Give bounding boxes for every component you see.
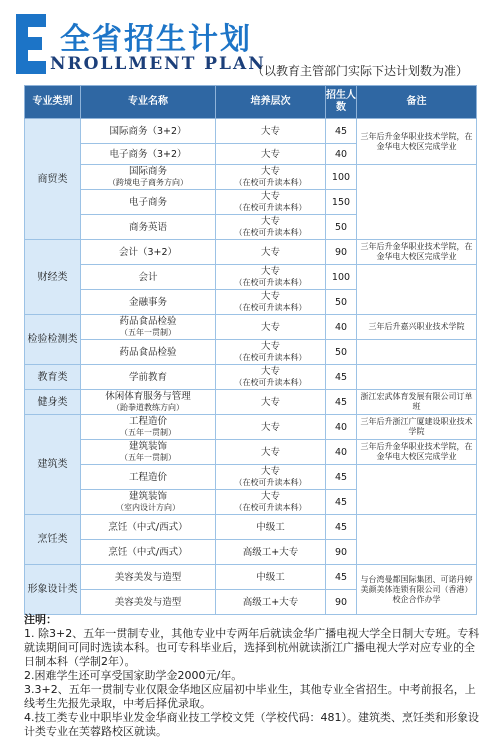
remark-cell: 三年后升嘉兴职业技术学院 [357,315,477,340]
count-cell: 45 [326,390,357,415]
remark-cell: 三年后升金华职业技术学院，在金华电大校区完成学业 [357,240,477,265]
remark-cell: 三年后升金华职业技术学院，在金华电大校区完成学业 [357,119,477,165]
col-header-count: 招生人数 [326,86,357,119]
count-cell: 45 [326,119,357,144]
major-cell: 会计（3+2） [81,240,216,265]
table-row [25,240,477,265]
major-cell: 药品食品检验 [81,340,216,365]
level-cell: 大专 [216,144,326,165]
major-cell: 工程造价 （五年一贯制） [81,415,216,440]
note-item-2: 2.困难学生还可享受国家助学金2000元/年。 [24,669,243,682]
table-row [25,265,477,290]
remark-cell: 三年后升浙江广厦建设职业技术学院 [357,415,477,440]
col-header-level: 培养层次 [216,86,326,119]
level-cell: 大专 [216,440,326,465]
table-header-row [25,86,477,119]
enrollment-table [24,85,476,615]
count-cell: 45 [326,465,357,490]
table-row [25,440,477,465]
major-cell: 商务英语 [81,215,216,240]
count-cell: 40 [326,440,357,465]
count-cell: 40 [326,315,357,340]
note-item-3: 3.3+2、五年一贯制专业仅限金华地区应届初中毕业生，其他专业全省招生。中考前报名，上线考生先报先录取，中考后择优录取。 [24,683,476,710]
category-cell: 检验检测类 [25,315,81,365]
level-cell: 大专 （在校可升读本科） [216,465,326,490]
major-cell: 美容美发与造型 [81,565,216,590]
level-cell: 大专 （在校可升读本科） [216,490,326,515]
logo-letter-e [16,14,46,74]
major-cell: 建筑装饰 （五年一贯制） [81,440,216,465]
count-cell: 45 [326,365,357,390]
category-cell: 财经类 [25,240,81,315]
table-row [25,340,477,365]
count-cell: 50 [326,340,357,365]
level-cell: 中级工 [216,515,326,540]
category-cell: 形象设计类 [25,565,81,615]
count-cell: 50 [326,290,357,315]
major-cell: 会计 [81,265,216,290]
category-cell: 健身类 [25,390,81,415]
major-cell: 烹饪（中式/西式） [81,515,216,540]
count-cell: 40 [326,144,357,165]
major-cell: 电子商务（3+2） [81,144,216,165]
note-item-1: 1. 除3+2、五年一贯制专业，其他专业中专两年后就读金华广播电视大学全日制大专班。专科就读期间可同时选读本科。也可专科毕业后，选择到杭州就读浙江广播电视大学对应专业的全日制本科（学制2年）。 [24,627,480,668]
table-row [25,515,477,540]
count-cell: 90 [326,590,357,615]
remark-cell [357,265,477,315]
count-cell: 150 [326,190,357,215]
count-cell: 50 [326,215,357,240]
level-cell: 大专 [216,315,326,340]
notes-section [24,613,484,739]
remark-cell [357,165,477,240]
remark-cell: 与台湾曼都国际集团、可诺丹婷美颜美体连锁有限公司（香港）校企合作办学 [357,565,477,615]
major-cell: 国际商务（3+2） [81,119,216,144]
table-row [25,565,477,590]
remark-cell: 三年后升金华职业技术学院，在金华电大校区完成学业 [357,440,477,465]
major-cell: 美容美发与造型 [81,590,216,615]
count-cell: 40 [326,415,357,440]
category-cell: 烹饪类 [25,515,81,565]
major-cell: 电子商务 [81,190,216,215]
table-row [25,465,477,490]
note-item-4: 4.技工类专业中职毕业发金华商业技工学校文凭（学校代码：481）。建筑类、烹饪类和形象设计类专业在芙蓉路校区就读。 [24,711,479,738]
major-cell: 国际商务 （跨境电子商务方向） [81,165,216,190]
plan-note: （以教育主管部门实际下达计划数为准） [252,64,469,78]
count-cell: 45 [326,515,357,540]
count-cell: 90 [326,540,357,565]
page-title: 全省招生计划 [60,22,252,57]
level-cell: 大专 [216,240,326,265]
col-header-major: 专业名称 [81,86,216,119]
major-cell: 休闲体育服务与管理 （跆拳道教练方向） [81,390,216,415]
page-subtitle-en: NROLLMENT PLAN [50,54,266,74]
category-cell: 教育类 [25,365,81,390]
level-cell: 中级工 [216,565,326,590]
table-row [25,165,477,190]
level-cell: 大专 （在校可升读本科） [216,290,326,315]
remark-cell [357,340,477,365]
level-cell: 大专 （在校可升读本科） [216,365,326,390]
major-cell: 药品食品检验 （五年一贯制） [81,315,216,340]
remark-cell [357,365,477,390]
count-cell: 45 [326,565,357,590]
remark-cell: 浙江宏武体育发展有限公司订单班 [357,390,477,415]
major-cell: 学前教育 [81,365,216,390]
level-cell: 大专 [216,415,326,440]
category-cell: 商贸类 [25,119,81,240]
table-row [25,119,477,144]
col-header-remark: 备注 [357,86,477,119]
category-cell: 建筑类 [25,415,81,515]
level-cell: 大专 [216,390,326,415]
col-header-category: 专业类别 [25,86,81,119]
level-cell: 大专 （在校可升读本科） [216,190,326,215]
major-cell: 金融事务 [81,290,216,315]
count-cell: 45 [326,490,357,515]
level-cell: 大专 （在校可升读本科） [216,215,326,240]
level-cell: 大专 [216,119,326,144]
table-row [25,315,477,340]
remark-cell [357,515,477,565]
remark-cell [357,465,477,515]
major-cell: 建筑装饰 （室内设计方向） [81,490,216,515]
table-row [25,415,477,440]
count-cell: 90 [326,240,357,265]
level-cell: 高级工+大专 [216,540,326,565]
table-row [25,365,477,390]
level-cell: 高级工+大专 [216,590,326,615]
count-cell: 100 [326,165,357,190]
major-cell: 烹饪（中式/西式） [81,540,216,565]
page-header [0,0,500,82]
level-cell: 大专 （在校可升读本科） [216,165,326,190]
level-cell: 大专 （在校可升读本科） [216,340,326,365]
table-row [25,390,477,415]
count-cell: 100 [326,265,357,290]
major-cell: 工程造价 [81,465,216,490]
notes-title: 注明： [24,613,57,626]
level-cell: 大专 （在校可升读本科） [216,265,326,290]
